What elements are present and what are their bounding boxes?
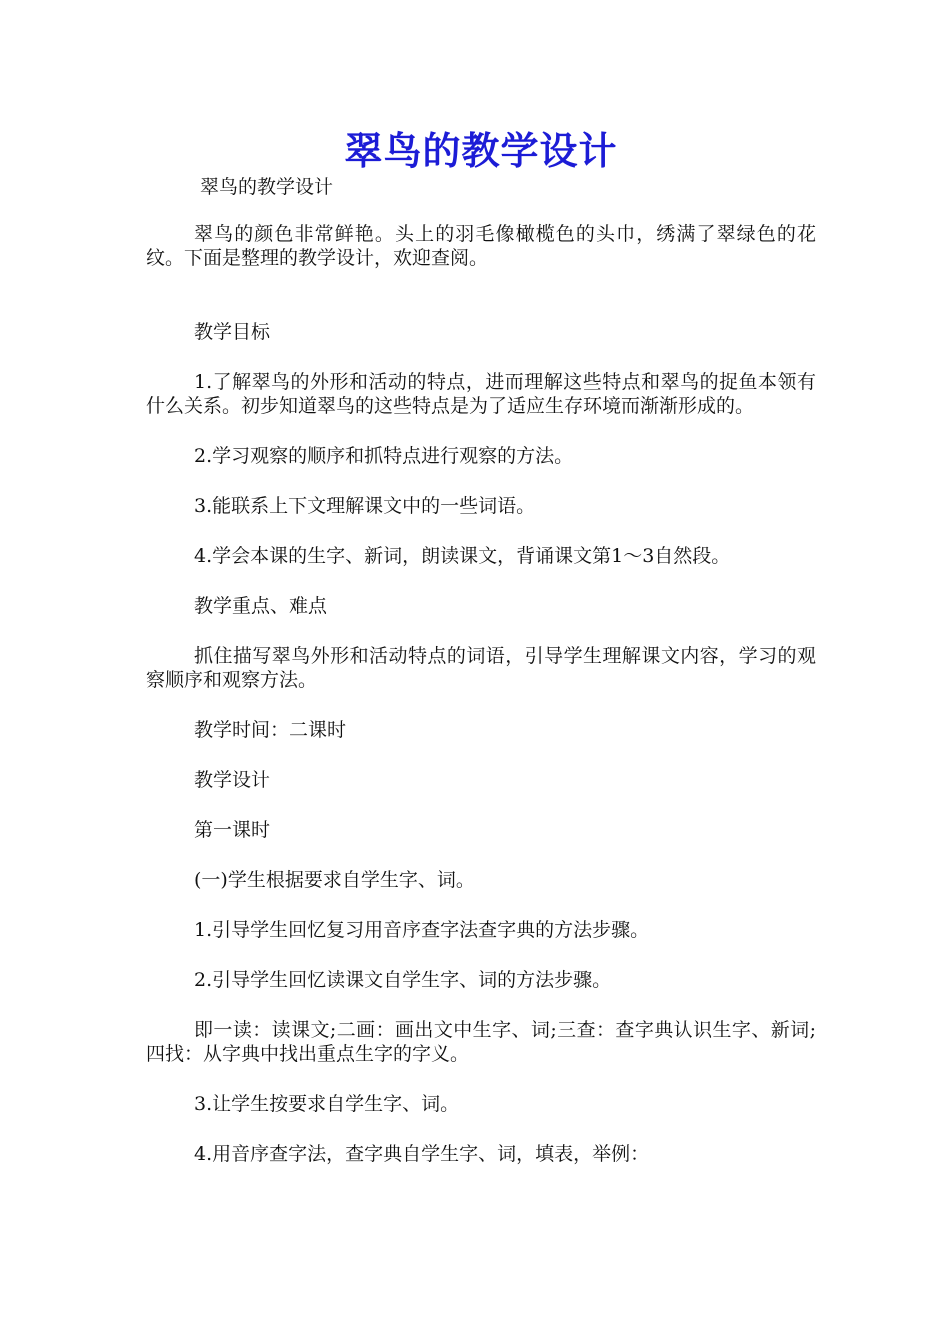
- paragraph-goal-3: 3.能联系上下文理解课文中的一些词语。: [194, 495, 536, 517]
- paragraph-step-1-1: 1.引导学生回忆复习用音序查字法查字典的方法步骤。: [194, 919, 650, 941]
- paragraph-goal-2: 2.学习观察的顺序和抓特点进行观察的方法。: [194, 445, 574, 467]
- heading-first-lesson: 第一课时: [194, 819, 271, 841]
- heading-goals: 教学目标: [194, 321, 271, 343]
- paragraph-step-1-2: 2.引导学生回忆读课文自学生字、词的方法步骤。: [194, 969, 612, 991]
- heading-teaching-design: 教学设计: [194, 769, 271, 791]
- paragraph-key-points: 抓住描写翠鸟外形和活动特点的词语，引导学生理解课文内容，学习的观察顺序和观察方法。: [146, 645, 816, 691]
- document-title: 翠鸟的教学设计: [344, 128, 618, 173]
- paragraph-method: 即一读：读课文;二画：画出文中生字、词;三查：查字典认识生字、新词;四找：从字典中找出重点生字的字义。: [146, 1019, 816, 1065]
- paragraph-goal-1: 1.了解翠鸟的外形和活动的特点，进而理解这些特点和翠鸟的捉鱼本领有什么关系。初步知道翠鸟的这些特点是为了适应生存环境而渐渐形成的。: [146, 371, 816, 417]
- document-subtitle: 翠鸟的教学设计: [200, 176, 334, 198]
- document-page: [146, 128, 816, 1166]
- paragraph-goal-4: 4.学会本课的生字、新词，朗读课文，背诵课文第1～3自然段。: [194, 545, 731, 567]
- heading-key-points: 教学重点、难点: [194, 595, 328, 617]
- paragraph-step-1-3: 3.让学生按要求自学生字、词。: [194, 1093, 460, 1115]
- paragraph-step-1-4: 4.用音序查字法，查字典自学生字、词，填表，举例：: [194, 1143, 650, 1165]
- paragraph-step-1: (一)学生根据要求自学生字、词。: [194, 869, 475, 891]
- paragraph-teaching-time: 教学时间：二课时: [194, 719, 347, 741]
- paragraph-intro: 翠鸟的颜色非常鲜艳。头上的羽毛像橄榄色的头巾，绣满了翠绿色的花纹。下面是整理的教学设计，欢迎查阅。: [146, 223, 816, 269]
